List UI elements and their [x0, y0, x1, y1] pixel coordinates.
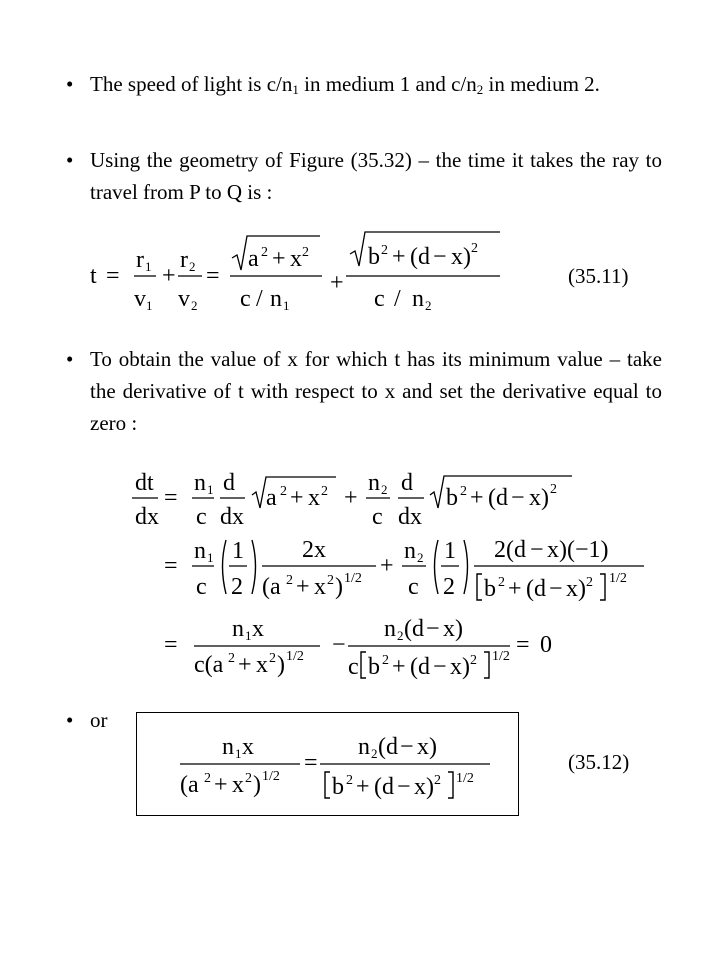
- svg-text:c(a: c(a: [194, 652, 224, 678]
- svg-text:x): x): [529, 485, 549, 511]
- svg-text:c: c: [408, 574, 419, 600]
- svg-text:−: −: [397, 774, 411, 800]
- svg-text:−: −: [549, 576, 563, 602]
- svg-text:2: 2: [228, 651, 235, 666]
- bullet-point-1: •: [66, 72, 74, 96]
- speed-text-part-3: in medium 2.: [483, 72, 600, 96]
- bullet-point-2: •: [66, 148, 74, 172]
- svg-text:+: +: [356, 774, 370, 800]
- svg-text:(d: (d: [488, 485, 508, 511]
- svg-text:d: d: [401, 470, 413, 496]
- svg-text:x): x): [417, 734, 437, 760]
- svg-text:2: 2: [586, 575, 593, 590]
- svg-text:x)(−1): x)(−1): [547, 537, 609, 563]
- svg-text:c: c: [196, 574, 207, 600]
- svg-text:x: x: [290, 246, 302, 272]
- svg-text:2: 2: [471, 241, 478, 256]
- svg-text:2: 2: [269, 651, 276, 666]
- svg-text:1/2: 1/2: [456, 771, 474, 786]
- svg-text:=: =: [304, 750, 318, 776]
- svg-text:+: +: [162, 263, 176, 289]
- svg-text:2: 2: [302, 245, 309, 260]
- svg-text:2: 2: [280, 484, 287, 499]
- bullet-point-3: •: [66, 347, 74, 371]
- svg-text:2(d: 2(d: [494, 537, 526, 563]
- svg-text:−: −: [433, 654, 447, 680]
- svg-text:2: 2: [346, 773, 353, 788]
- svg-text:(a: (a: [180, 772, 199, 798]
- svg-text:+: +: [508, 576, 522, 602]
- svg-text:1: 1: [232, 538, 244, 564]
- svg-text:2: 2: [321, 484, 328, 499]
- svg-text:0: 0: [540, 632, 552, 658]
- svg-text:−: −: [433, 244, 447, 270]
- svg-text:2: 2: [286, 573, 293, 588]
- subscript-n1: 1: [292, 82, 299, 97]
- paragraph-minimum-time: To obtain the value of x for which t has its minimum value – take the derivative of t with respect to x and set the derivative equal to zero :: [90, 347, 662, 435]
- svg-text:2: 2: [204, 771, 211, 786]
- svg-text:=: =: [164, 553, 178, 579]
- svg-text:n: n: [194, 470, 206, 496]
- svg-text:+: +: [392, 654, 406, 680]
- svg-text:x): x): [443, 616, 463, 642]
- svg-text:x): x): [450, 654, 470, 680]
- svg-text:c: c: [374, 286, 385, 312]
- svg-text:2: 2: [189, 259, 196, 274]
- svg-text:=: =: [106, 263, 120, 289]
- svg-text:c: c: [240, 286, 251, 312]
- svg-text:1: 1: [245, 628, 252, 643]
- svg-text:x): x): [566, 576, 586, 602]
- svg-text:(d: (d: [404, 616, 424, 642]
- svg-text:1/2: 1/2: [344, 571, 362, 586]
- svg-text:x: x: [314, 574, 326, 600]
- svg-text:c: c: [348, 654, 359, 680]
- svg-text:+: +: [330, 270, 344, 296]
- svg-text:−: −: [530, 537, 544, 563]
- svg-text:=: =: [164, 632, 178, 658]
- svg-text:1: 1: [207, 550, 214, 565]
- paragraph-geometry: Using the geometry of Figure (35.32) – the time it takes the ray to travel from P to Q is :: [90, 148, 662, 204]
- svg-text:2: 2: [261, 245, 268, 260]
- svg-text:1: 1: [283, 298, 290, 313]
- equation-number-35-11: (35.11): [568, 264, 629, 288]
- svg-text:): ): [253, 772, 261, 798]
- svg-text:2: 2: [371, 746, 378, 761]
- svg-text:): ): [277, 652, 285, 678]
- svg-text:/: /: [394, 286, 401, 312]
- svg-text:n: n: [404, 538, 416, 564]
- svg-text:−: −: [511, 485, 525, 511]
- svg-text:x: x: [308, 485, 320, 511]
- svg-text:n: n: [384, 616, 396, 642]
- svg-text:x): x): [451, 244, 471, 270]
- svg-text:=: =: [516, 632, 530, 658]
- svg-text:2: 2: [443, 574, 455, 600]
- svg-text:c: c: [196, 504, 207, 530]
- svg-text:2: 2: [434, 773, 441, 788]
- svg-text:1: 1: [207, 482, 214, 497]
- svg-text:/: /: [256, 286, 263, 312]
- svg-text:dx: dx: [398, 504, 422, 530]
- svg-text:2: 2: [425, 298, 432, 313]
- svg-text:2: 2: [397, 628, 404, 643]
- svg-text:2: 2: [231, 574, 243, 600]
- svg-text:(d: (d: [410, 244, 430, 270]
- svg-text:1/2: 1/2: [286, 649, 304, 664]
- svg-text:b: b: [368, 244, 380, 270]
- svg-text:2: 2: [470, 653, 477, 668]
- svg-text:(a: (a: [262, 574, 281, 600]
- svg-text:2: 2: [191, 298, 198, 313]
- svg-text:b: b: [446, 485, 458, 511]
- svg-text:x: x: [232, 772, 244, 798]
- svg-text:(d: (d: [374, 774, 394, 800]
- svg-text:): ): [335, 574, 343, 600]
- svg-text:+: +: [380, 553, 394, 579]
- svg-text:x): x): [414, 774, 434, 800]
- svg-text:1: 1: [145, 259, 152, 274]
- svg-text:1: 1: [235, 746, 242, 761]
- svg-text:2: 2: [381, 243, 388, 258]
- svg-text:n: n: [232, 616, 244, 642]
- svg-text:dx: dx: [220, 504, 244, 530]
- svg-text:n: n: [270, 286, 282, 312]
- svg-text:−: −: [400, 734, 414, 760]
- svg-text:1: 1: [146, 298, 153, 313]
- svg-text:2: 2: [381, 482, 388, 497]
- svg-text:dt: dt: [135, 470, 154, 496]
- svg-text:1/2: 1/2: [609, 571, 627, 586]
- svg-text:x: x: [256, 652, 268, 678]
- svg-text:+: +: [392, 244, 406, 270]
- speed-text-part-2: in medium 1 and c/n: [298, 72, 477, 96]
- svg-text:2: 2: [382, 653, 389, 668]
- paragraph-or: or: [90, 708, 108, 732]
- svg-text:+: +: [272, 246, 286, 272]
- svg-text:x: x: [252, 616, 264, 642]
- bullet-point-4: •: [66, 708, 74, 732]
- svg-text:+: +: [214, 772, 228, 798]
- svg-text:1/2: 1/2: [262, 769, 280, 784]
- svg-text:n: n: [368, 470, 380, 496]
- svg-text:b: b: [332, 774, 344, 800]
- svg-text:2: 2: [327, 573, 334, 588]
- svg-text:d: d: [223, 470, 235, 496]
- svg-text:+: +: [344, 485, 358, 511]
- svg-text:dx: dx: [135, 504, 159, 530]
- svg-text:n: n: [222, 734, 234, 760]
- svg-text:x: x: [242, 734, 254, 760]
- svg-text:=: =: [206, 263, 220, 289]
- svg-text:2: 2: [460, 484, 467, 499]
- svg-text:n: n: [412, 286, 424, 312]
- svg-text:(d: (d: [526, 576, 546, 602]
- svg-text:b: b: [368, 654, 380, 680]
- svg-text:−: −: [332, 632, 346, 658]
- svg-text:+: +: [296, 574, 310, 600]
- svg-text:(d: (d: [410, 654, 430, 680]
- svg-text:2: 2: [498, 575, 505, 590]
- svg-text:v: v: [134, 286, 146, 312]
- svg-text:=: =: [164, 485, 178, 511]
- svg-text:n: n: [194, 538, 206, 564]
- svg-text:a: a: [266, 485, 277, 511]
- svg-text:2x: 2x: [302, 537, 326, 563]
- svg-text:v: v: [178, 286, 190, 312]
- svg-text:1/2: 1/2: [492, 649, 510, 664]
- svg-text:2: 2: [245, 771, 252, 786]
- svg-text:2: 2: [417, 550, 424, 565]
- subscript-n2: 2: [476, 82, 484, 97]
- svg-text:a: a: [248, 246, 259, 272]
- svg-text:2: 2: [550, 482, 557, 497]
- svg-text:r: r: [180, 247, 188, 273]
- svg-text:+: +: [470, 485, 484, 511]
- svg-text:n: n: [358, 734, 370, 760]
- svg-text:b: b: [484, 576, 496, 602]
- svg-text:t: t: [90, 263, 97, 289]
- speed-text-part-1: The speed of light is c/n: [90, 72, 293, 96]
- svg-text:(d: (d: [378, 734, 398, 760]
- equation-number-35-12: (35.12): [568, 750, 630, 774]
- svg-text:−: −: [426, 616, 440, 642]
- boxed-equation-frame: [136, 712, 519, 816]
- svg-text:+: +: [290, 485, 304, 511]
- svg-text:r: r: [136, 247, 144, 273]
- svg-text:c: c: [372, 504, 383, 530]
- svg-text:+: +: [238, 652, 252, 678]
- svg-text:1: 1: [444, 538, 456, 564]
